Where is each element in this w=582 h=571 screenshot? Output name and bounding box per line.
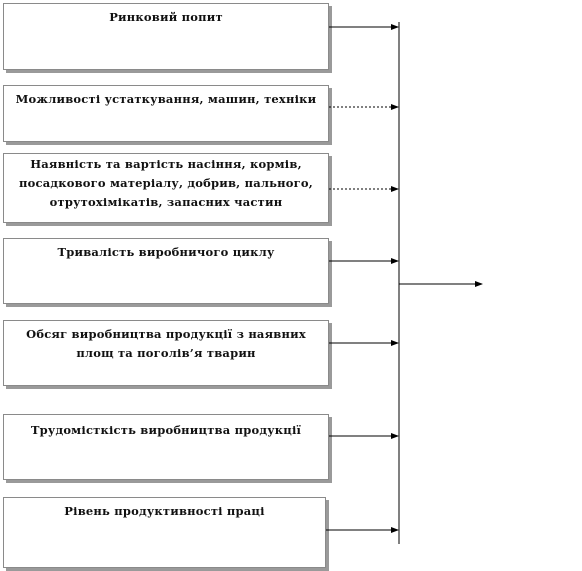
factor-label: Наявність та вартість насіння, кормів, посадкового матеріалу, добрив, пального, отрутохімікатів, запасних частин [19, 157, 313, 209]
factor-box-equipment-capacity [3, 85, 329, 142]
factor-box-inputs-availability [3, 153, 329, 223]
factor-box-production-volume [3, 320, 329, 386]
factor-label: Можливості устаткування, машин, техніки [15, 92, 317, 106]
factor-label: Ринковий попит [109, 10, 223, 24]
factor-box-market-demand [3, 3, 329, 70]
factor-label: Трудомісткість виробництва продукції [30, 423, 302, 437]
factor-box-production-cycle [3, 238, 329, 304]
factor-label: Рівень продуктивності праці [64, 504, 265, 518]
factor-label: Тривалість виробничого циклу [57, 245, 275, 259]
factor-box-labor-productivity [3, 497, 326, 568]
factor-label: Обсяг виробництва продукції з наявних площ та поголів’я тварин [26, 327, 306, 360]
factor-box-labor-intensity [3, 414, 329, 480]
